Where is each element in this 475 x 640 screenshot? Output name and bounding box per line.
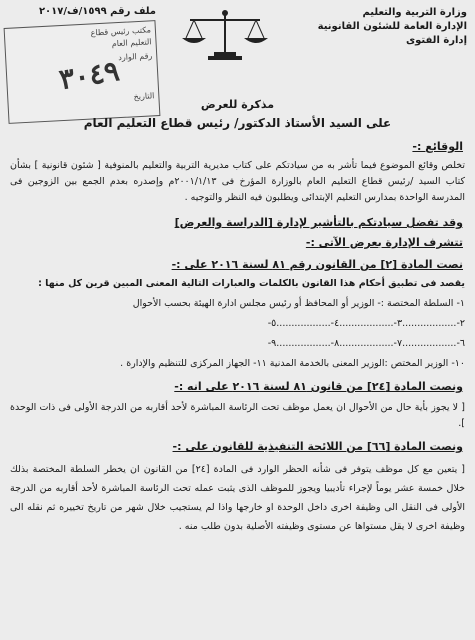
scales-of-justice-emblem <box>176 8 274 64</box>
article-2-preface: يقصد فى تطبيق أحكام هذا القانون بالكلمات والعبارات التالية المعنى المبين قرين كل منها : <box>38 278 465 289</box>
stamp-line: مكتب رئيس قطاع <box>90 25 152 38</box>
stamp-line: التاريخ <box>133 91 155 102</box>
memo-title: مذكرة للعرض <box>200 98 275 111</box>
file-number: ملف رقم ١٥٩٩/ف/٢٠١٧ <box>38 6 156 17</box>
ministry-header <box>302 6 467 48</box>
article-2-omitted-items: ٢-..................٣-..................٤-..................٥- <box>267 318 465 329</box>
ministry-name: وزارة التربية والتعليم <box>362 7 467 18</box>
article-2-item-10: ١٠- الوزير المختص :الوزير المعنى بالخدمة المدنية ١١- الجهاز المركزى للتنظيم والإدارة . <box>120 358 465 369</box>
file-reference <box>6 6 156 17</box>
stamp-number: ٣٠٤٩ <box>56 54 122 97</box>
article-2-item-1: ١- السلطة المختصة :- الوزير أو المحافظ أو رئيس مجلس ادارة الهيئة بحسب الأحوال <box>132 298 465 309</box>
article-24-heading: ونصت المادة [٢٤] من قانون ٨١ لسنة ٢٠١٦ على انه :- <box>174 380 463 393</box>
facts-heading: الوقائع :- <box>412 140 463 153</box>
intro-line: تتشرف الإدارة بعرض الآتى :- <box>305 236 463 249</box>
article-2-omitted-items: ٦-..................٧-..................٨-..................٩- <box>267 338 465 349</box>
stamp-line: التعليم العام <box>111 37 152 49</box>
department-name: الإدارة العامة للشئون القانونية <box>317 21 467 32</box>
regulation-66-heading: ونصت المادة [٦٦] من اللائحة التنفيذية للقانون على :- <box>172 440 463 453</box>
facts-paragraph: تخلص وقائع الموضوع فيما تأشر به من سيادتكم على كتاب مديرية التربية والتعليم بالمنوفية [ شئون قانونية ] بشأن كتاب السيد /رئيس قطاع التعليم العام بالوزارة المؤرخ فى ٢٠٠١/١/١٣م وإصدره بعدم الجمع بين الزوجين فى المدرسة الواحدة بمدارس التعليم الإبتدائى ويطلبون فيه النظر والتوجيه . <box>10 160 465 203</box>
article-24-text: [ لا يجوز بأية حال من الأحوال ان يعمل موظف تحت الرئاسة المباشرة لأحد أقاربه من الدرجة الأولى فى ذات الوحدة ]. <box>10 402 465 429</box>
regulation-66-text: [ يتعين مع كل موظف يتوفر فى شأنه الحظر الوارد فى المادة [٢٤] من القانون ان يخطر السلطة المختصة بذلك خلال خمسة عشر يوماً لإجراء تأديبيا ويجوز للموظف الذى يثبت عمله تحت الرئاسة المباشرة لأحد أقاربه من الدرجة الأولى فى النقل الى وظيفة اخرى داخل الوحدة او خارجها واذا لم يستجيب خلال شهر من تاريخ تخييره ثم نقله الى وظيفة اخرى لا يقل مستواها عن مستوى وظيفته الأصلية بدون طلب منه . <box>10 464 465 532</box>
office-name: إدارة الفتوى <box>405 35 467 46</box>
stamp-line: رقم الوارد <box>118 51 153 63</box>
memo-addressee: على السيد الأستاذ الدكتور/ رئيس قطاع التعليم العام <box>83 116 392 130</box>
request-line: وقد تفضل سيادتكم بالتأشير لإدارة [الدراسة والعرض] <box>174 216 463 229</box>
article-2-heading: نصت المادة [٢] من القانون رقم ٨١ لسنة ٢٠١٦ على :- <box>171 258 463 271</box>
